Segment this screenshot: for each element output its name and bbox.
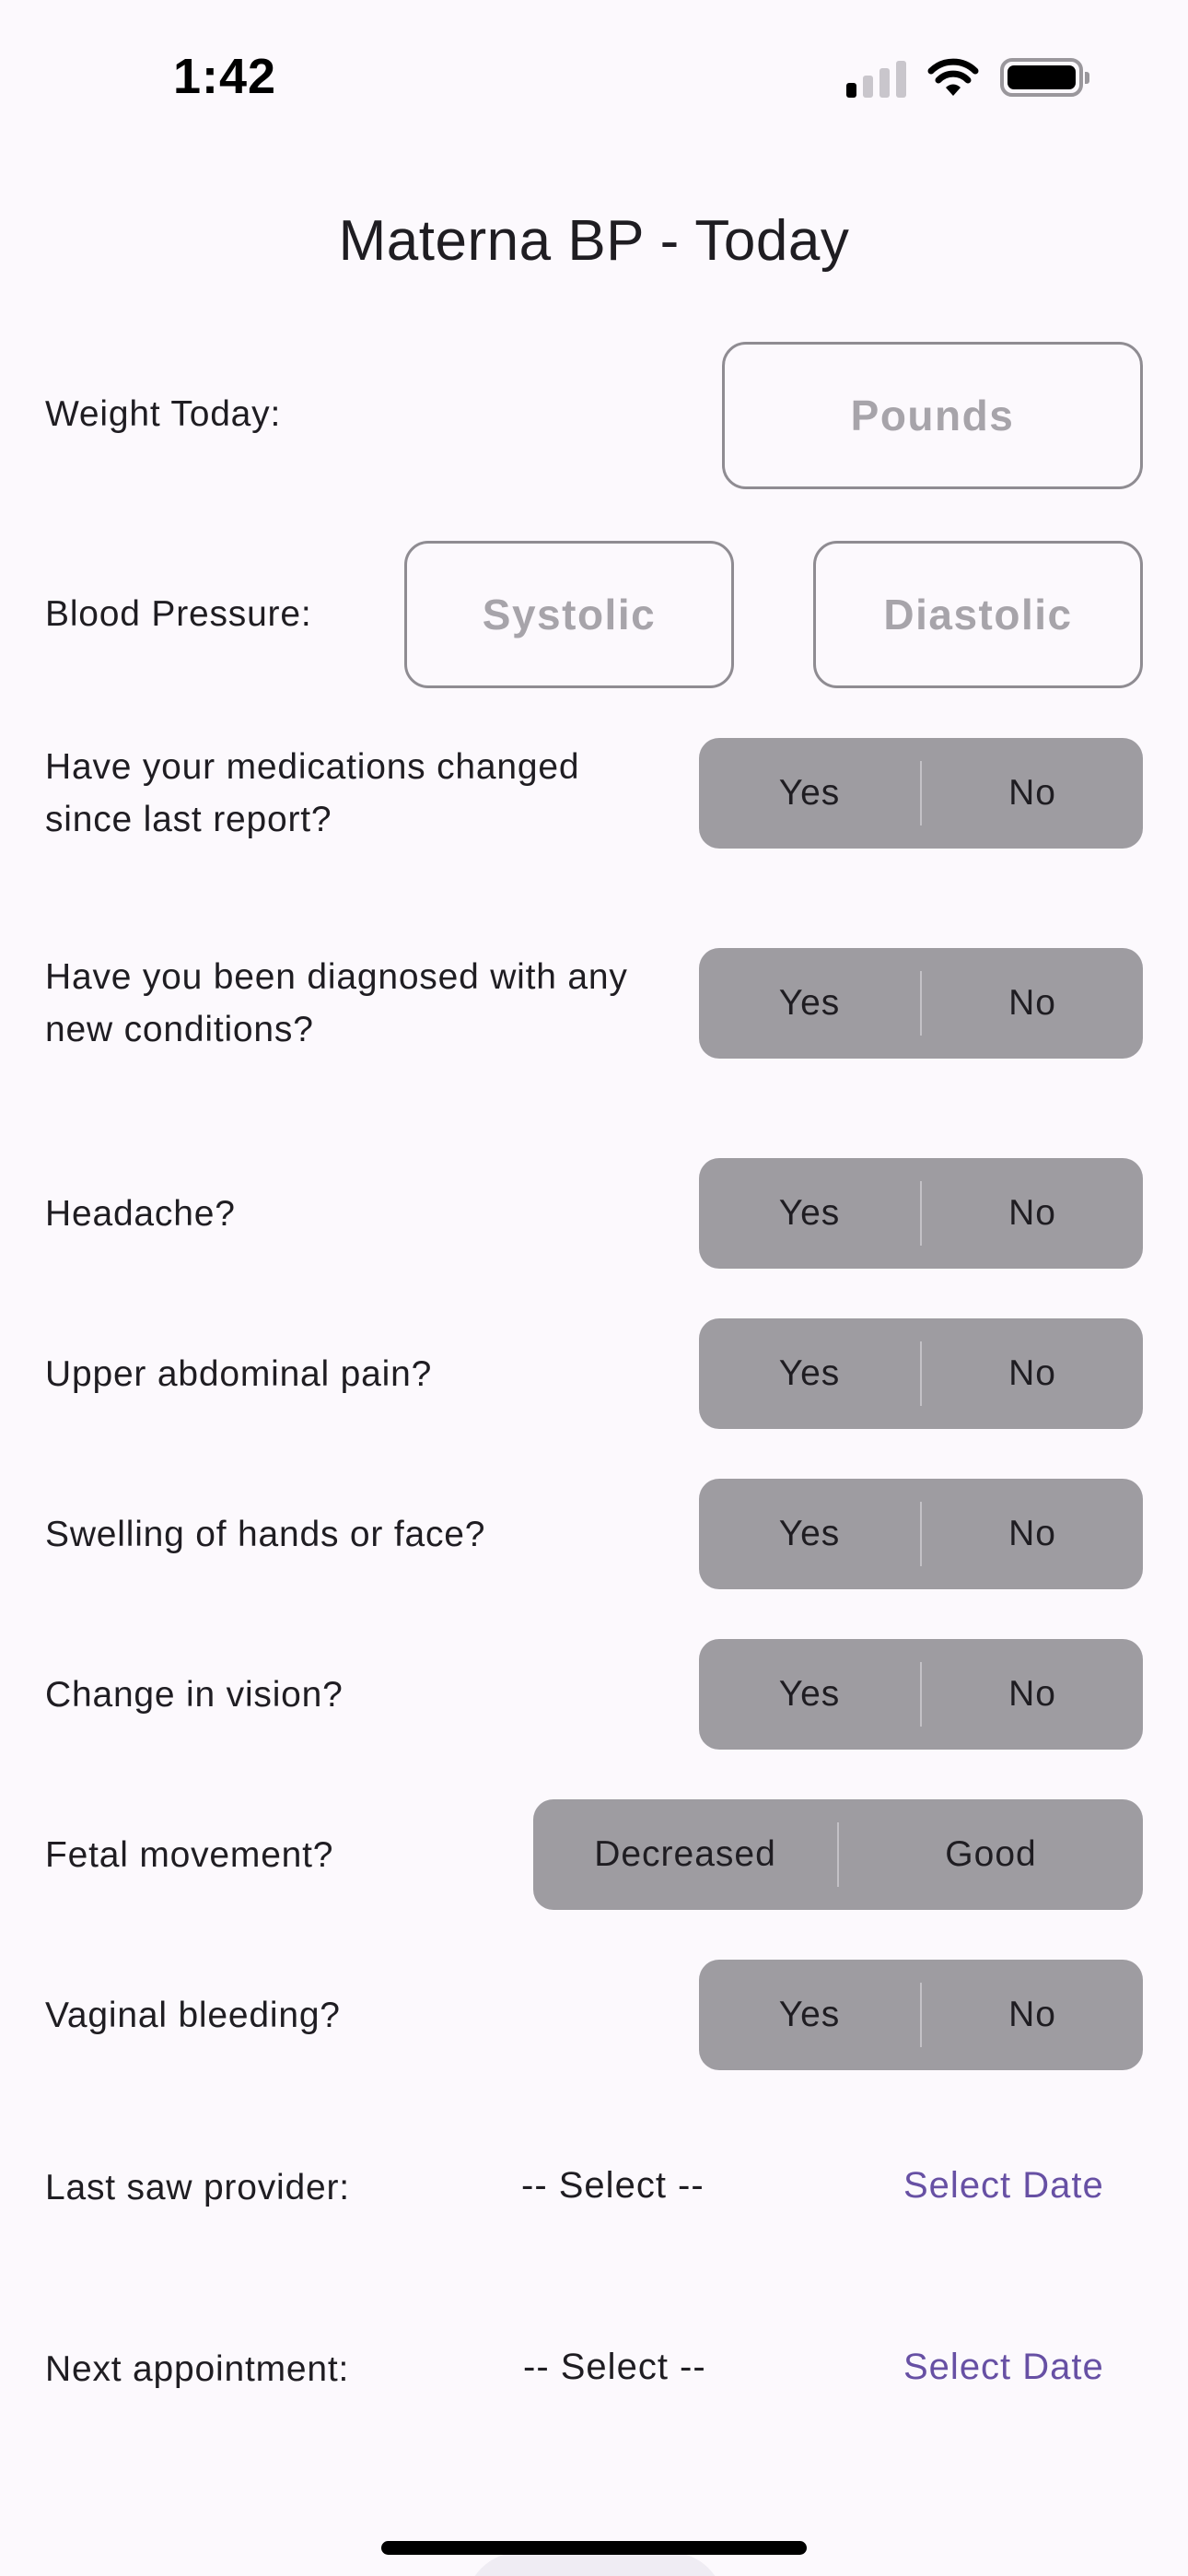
- page-title: Materna BP - Today: [338, 209, 850, 273]
- bleeding-question-label: Vaginal bleeding?: [45, 1996, 341, 2035]
- next-appointment-select-date-button[interactable]: Select Date: [903, 2347, 1104, 2387]
- last-provider-label: Last saw provider:: [45, 2168, 350, 2207]
- swelling-question-label: Swelling of hands or face?: [45, 1515, 486, 1554]
- last-provider-select[interactable]: -- Select --: [521, 2165, 705, 2206]
- last-provider-select-date-button[interactable]: Select Date: [903, 2165, 1104, 2206]
- vision-yes-option[interactable]: Yes: [778, 1674, 841, 1714]
- medications-toggle: [699, 738, 1143, 849]
- diastolic-field-box: [813, 541, 1143, 688]
- next-appointment-select[interactable]: -- Select --: [523, 2347, 706, 2387]
- medications-question-label: Have your medications changed since last report?: [45, 747, 580, 839]
- home-indicator[interactable]: [381, 2541, 807, 2555]
- wifi-icon: [926, 57, 980, 98]
- swelling-no-option[interactable]: No: [1008, 1514, 1056, 1553]
- vision-toggle: [699, 1639, 1143, 1750]
- status-time: 1:42: [173, 49, 277, 104]
- headache-yes-option[interactable]: Yes: [778, 1193, 841, 1233]
- vision-no-option[interactable]: No: [1008, 1674, 1056, 1714]
- vision-question-label: Change in vision?: [45, 1675, 344, 1715]
- fetal-movement-question-label: Fetal movement?: [45, 1835, 334, 1875]
- headache-question-label: Headache?: [45, 1194, 236, 1234]
- bleeding-no-option[interactable]: No: [1008, 1995, 1056, 2034]
- abdominal-pain-no-option[interactable]: No: [1008, 1353, 1056, 1393]
- conditions-yes-option[interactable]: Yes: [778, 983, 841, 1023]
- medications-yes-option[interactable]: Yes: [778, 773, 841, 813]
- fetal-movement-decreased-option[interactable]: Decreased: [594, 1834, 776, 1874]
- cellular-signal-icon: [846, 57, 906, 98]
- status-icons: [846, 57, 1083, 98]
- headache-toggle: [699, 1158, 1143, 1269]
- fetal-movement-good-option[interactable]: Good: [945, 1834, 1037, 1874]
- medications-no-option[interactable]: No: [1008, 773, 1056, 813]
- systolic-input[interactable]: [407, 544, 731, 685]
- abdominal-pain-yes-option[interactable]: Yes: [778, 1353, 841, 1393]
- swelling-yes-option[interactable]: Yes: [778, 1514, 841, 1553]
- fetal-movement-toggle: [533, 1799, 1143, 1910]
- weight-input[interactable]: [725, 345, 1140, 486]
- conditions-no-option[interactable]: No: [1008, 983, 1056, 1023]
- bottom-sheet-handle: [465, 2552, 725, 2576]
- abdominal-pain-toggle: [699, 1318, 1143, 1429]
- swelling-toggle: [699, 1479, 1143, 1589]
- headache-no-option[interactable]: No: [1008, 1193, 1056, 1233]
- battery-icon: [1000, 58, 1083, 97]
- blood-pressure-label: Blood Pressure:: [45, 594, 312, 634]
- diastolic-input[interactable]: [816, 544, 1140, 685]
- systolic-field-box: [404, 541, 734, 688]
- bleeding-yes-option[interactable]: Yes: [778, 1995, 841, 2034]
- conditions-toggle: [699, 948, 1143, 1059]
- weight-label: Weight Today:: [45, 394, 282, 434]
- conditions-question-label: Have you been diagnosed with any new conditions?: [45, 957, 628, 1049]
- weight-field-box: [722, 342, 1143, 489]
- next-appointment-label: Next appointment:: [45, 2349, 350, 2389]
- bleeding-toggle: [699, 1960, 1143, 2070]
- abdominal-pain-question-label: Upper abdominal pain?: [45, 1354, 433, 1394]
